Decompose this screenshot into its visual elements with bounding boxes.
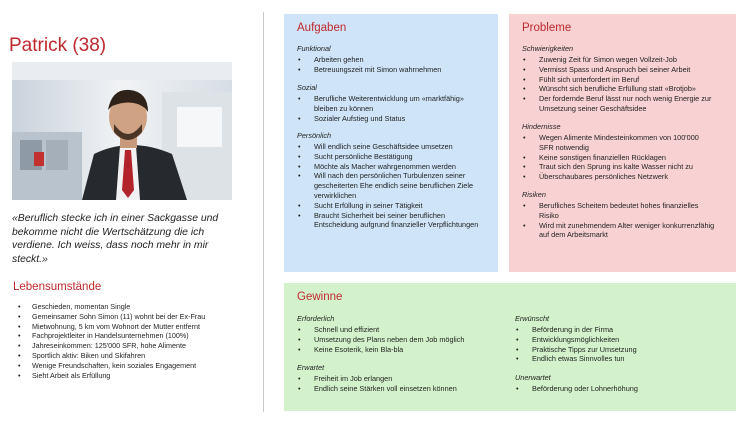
list-item: • Keine sonstigen finanziellen Rücklagen bbox=[522, 153, 732, 163]
list-item: • Vermisst Spass und Anspruch bei seiner Arbeit bbox=[522, 65, 732, 75]
list-item: • Arbeiten gehen bbox=[297, 55, 493, 65]
aufgaben-sozial-section bbox=[297, 83, 467, 123]
list-item: • Traut sich den Sprung ins kalte Wasser nicht zu bbox=[522, 162, 732, 172]
section-label: Sozial bbox=[297, 83, 317, 92]
section-label: Erwünscht bbox=[515, 314, 550, 323]
section-label: Unerwartet bbox=[515, 373, 551, 382]
list-item: • Berufliches Scheitern bedeutet hohes finanzielles Risiko bbox=[522, 201, 702, 221]
list-item: • Der fordernde Beruf lässt nur noch wenig Energie zur Umsetzung seiner Geschäftsidee bbox=[522, 94, 718, 114]
gewinne-erwuenscht-section bbox=[515, 314, 730, 364]
list-item: • Jahreseinkommen: 125'000 SFR, hohe Alimente bbox=[18, 341, 258, 351]
aufgaben-title: Aufgaben bbox=[297, 22, 347, 34]
list-item: • Umsetzung des Plans neben dem Job möglich bbox=[297, 335, 512, 345]
list-item: • Will nach den persönlichen Turbulenzen seiner gescheiterten Ehe endlich seine beruflichen Ziele verwirklichen bbox=[297, 171, 477, 200]
section-label: Hindernisse bbox=[522, 122, 561, 131]
list-item: • Endlich seine Stärken voll einsetzen können bbox=[297, 384, 512, 394]
gewinne-erforderlich-section bbox=[297, 314, 512, 354]
gewinne-title: Gewinne bbox=[297, 291, 343, 303]
section-label: Persönlich bbox=[297, 131, 332, 140]
list-item: • Sieht Arbeit als Erfüllung bbox=[18, 371, 258, 381]
lebensumstaende-list bbox=[18, 302, 258, 380]
section-label: Erforderlich bbox=[297, 314, 335, 323]
persona-name: Patrick (38) bbox=[9, 35, 107, 56]
list-item: • Berufliche Weiterentwicklung um «marktfähig» bleiben zu können bbox=[297, 94, 467, 114]
list-item: • Überschaubares persönliches Netzwerk bbox=[522, 172, 732, 182]
list-item: • Will endlich seine Geschäftsidee umsetzen bbox=[297, 142, 497, 152]
list-item: • Sozialer Aufstieg und Status bbox=[297, 114, 467, 124]
list-item: • Endlich etwas Sinnvolles tun bbox=[515, 354, 730, 364]
list-item: • Sucht persönliche Bestätigung bbox=[297, 152, 497, 162]
probleme-title: Probleme bbox=[522, 22, 572, 34]
list-item: • Geschieden, momentan Single bbox=[18, 302, 258, 312]
list-item: • Beförderung oder Lohnerhöhung bbox=[515, 384, 730, 394]
section-label: Funktional bbox=[297, 44, 331, 53]
list-item: • Sucht Erfüllung in seiner Tätigkeit bbox=[297, 201, 497, 211]
list-item: • Entwicklungsmöglichkeiten bbox=[515, 335, 730, 345]
list-item: • Fühlt sich unterfordert im Beruf bbox=[522, 75, 732, 85]
list-item: • Wünscht sich berufliche Erfüllung statt «Brotjob» bbox=[522, 84, 732, 94]
column-divider bbox=[263, 12, 264, 412]
list-item: • Freiheit im Job erlangen bbox=[297, 374, 512, 384]
list-item: • Praktische Tipps zur Umsetzung bbox=[515, 345, 730, 355]
section-label: Schwierigkeiten bbox=[522, 44, 574, 53]
list-item: • Mietwohnung, 5 km vom Wohnort der Mutter entfernt bbox=[18, 322, 258, 332]
list-item: • Beförderung in der Firma bbox=[515, 325, 730, 335]
persona-quote: «Beruflich stecke ich in einer Sackgasse und bekomme nicht die Wertschätzung die ich verdiene. Ich weiss, dass noch mehr in mir steckt.» bbox=[12, 213, 219, 265]
list-item: • Wenige Freundschaften, kein soziales Engagement bbox=[18, 361, 258, 371]
list-item: • Wegen Alimente Mindesteinkommen von 100'000 SFR notwendig bbox=[522, 133, 708, 153]
persona-photo bbox=[12, 62, 232, 200]
list-item: • Fachprojektleiter in Handelsunternehmen (100%) bbox=[18, 331, 258, 341]
probleme-panel bbox=[509, 14, 736, 272]
list-item: • Braucht Sicherheit bei seiner beruflichen Entscheidung aufgrund finanzieller Verpflichtungen bbox=[297, 211, 483, 231]
section-label: Risiken bbox=[522, 190, 546, 199]
aufgaben-panel bbox=[284, 14, 498, 272]
list-item: • Möchte als Macher wahrgenommen werden bbox=[297, 162, 497, 172]
list-item: • Keine Esoterik, kein Bla-bla bbox=[297, 345, 512, 355]
businessman-photo-illustration bbox=[12, 62, 232, 200]
probleme-hindernisse-section bbox=[522, 122, 732, 182]
gewinne-unerwartet-section bbox=[515, 373, 730, 394]
gewinne-erwartet-section bbox=[297, 363, 512, 394]
list-item: • Wird mit zunehmendem Alter weniger konkurrenzfähig auf dem Arbeitsmarkt bbox=[522, 221, 718, 241]
list-item: • Gemeinsamer Sohn Simon (11) wohnt bei der Ex-Frau bbox=[18, 312, 258, 322]
lebensumstaende-title: Lebensumstände bbox=[13, 281, 102, 293]
list-item: • Sportlich aktiv: Biken und Skifahren bbox=[18, 351, 258, 361]
probleme-risiken-section bbox=[522, 190, 732, 240]
list-item: • Betreuungszeit mit Simon wahrnehmen bbox=[297, 65, 493, 75]
list-item: • Zuwenig Zeit für Simon wegen Vollzeit-Job bbox=[522, 55, 732, 65]
aufgaben-funktional-section bbox=[297, 44, 493, 75]
aufgaben-persoenlich-section bbox=[297, 131, 497, 230]
section-label: Erwartet bbox=[297, 363, 325, 372]
list-item: • Schnell und effizient bbox=[297, 325, 512, 335]
gewinne-panel bbox=[284, 283, 736, 411]
probleme-schwierigkeiten-section bbox=[522, 44, 732, 114]
